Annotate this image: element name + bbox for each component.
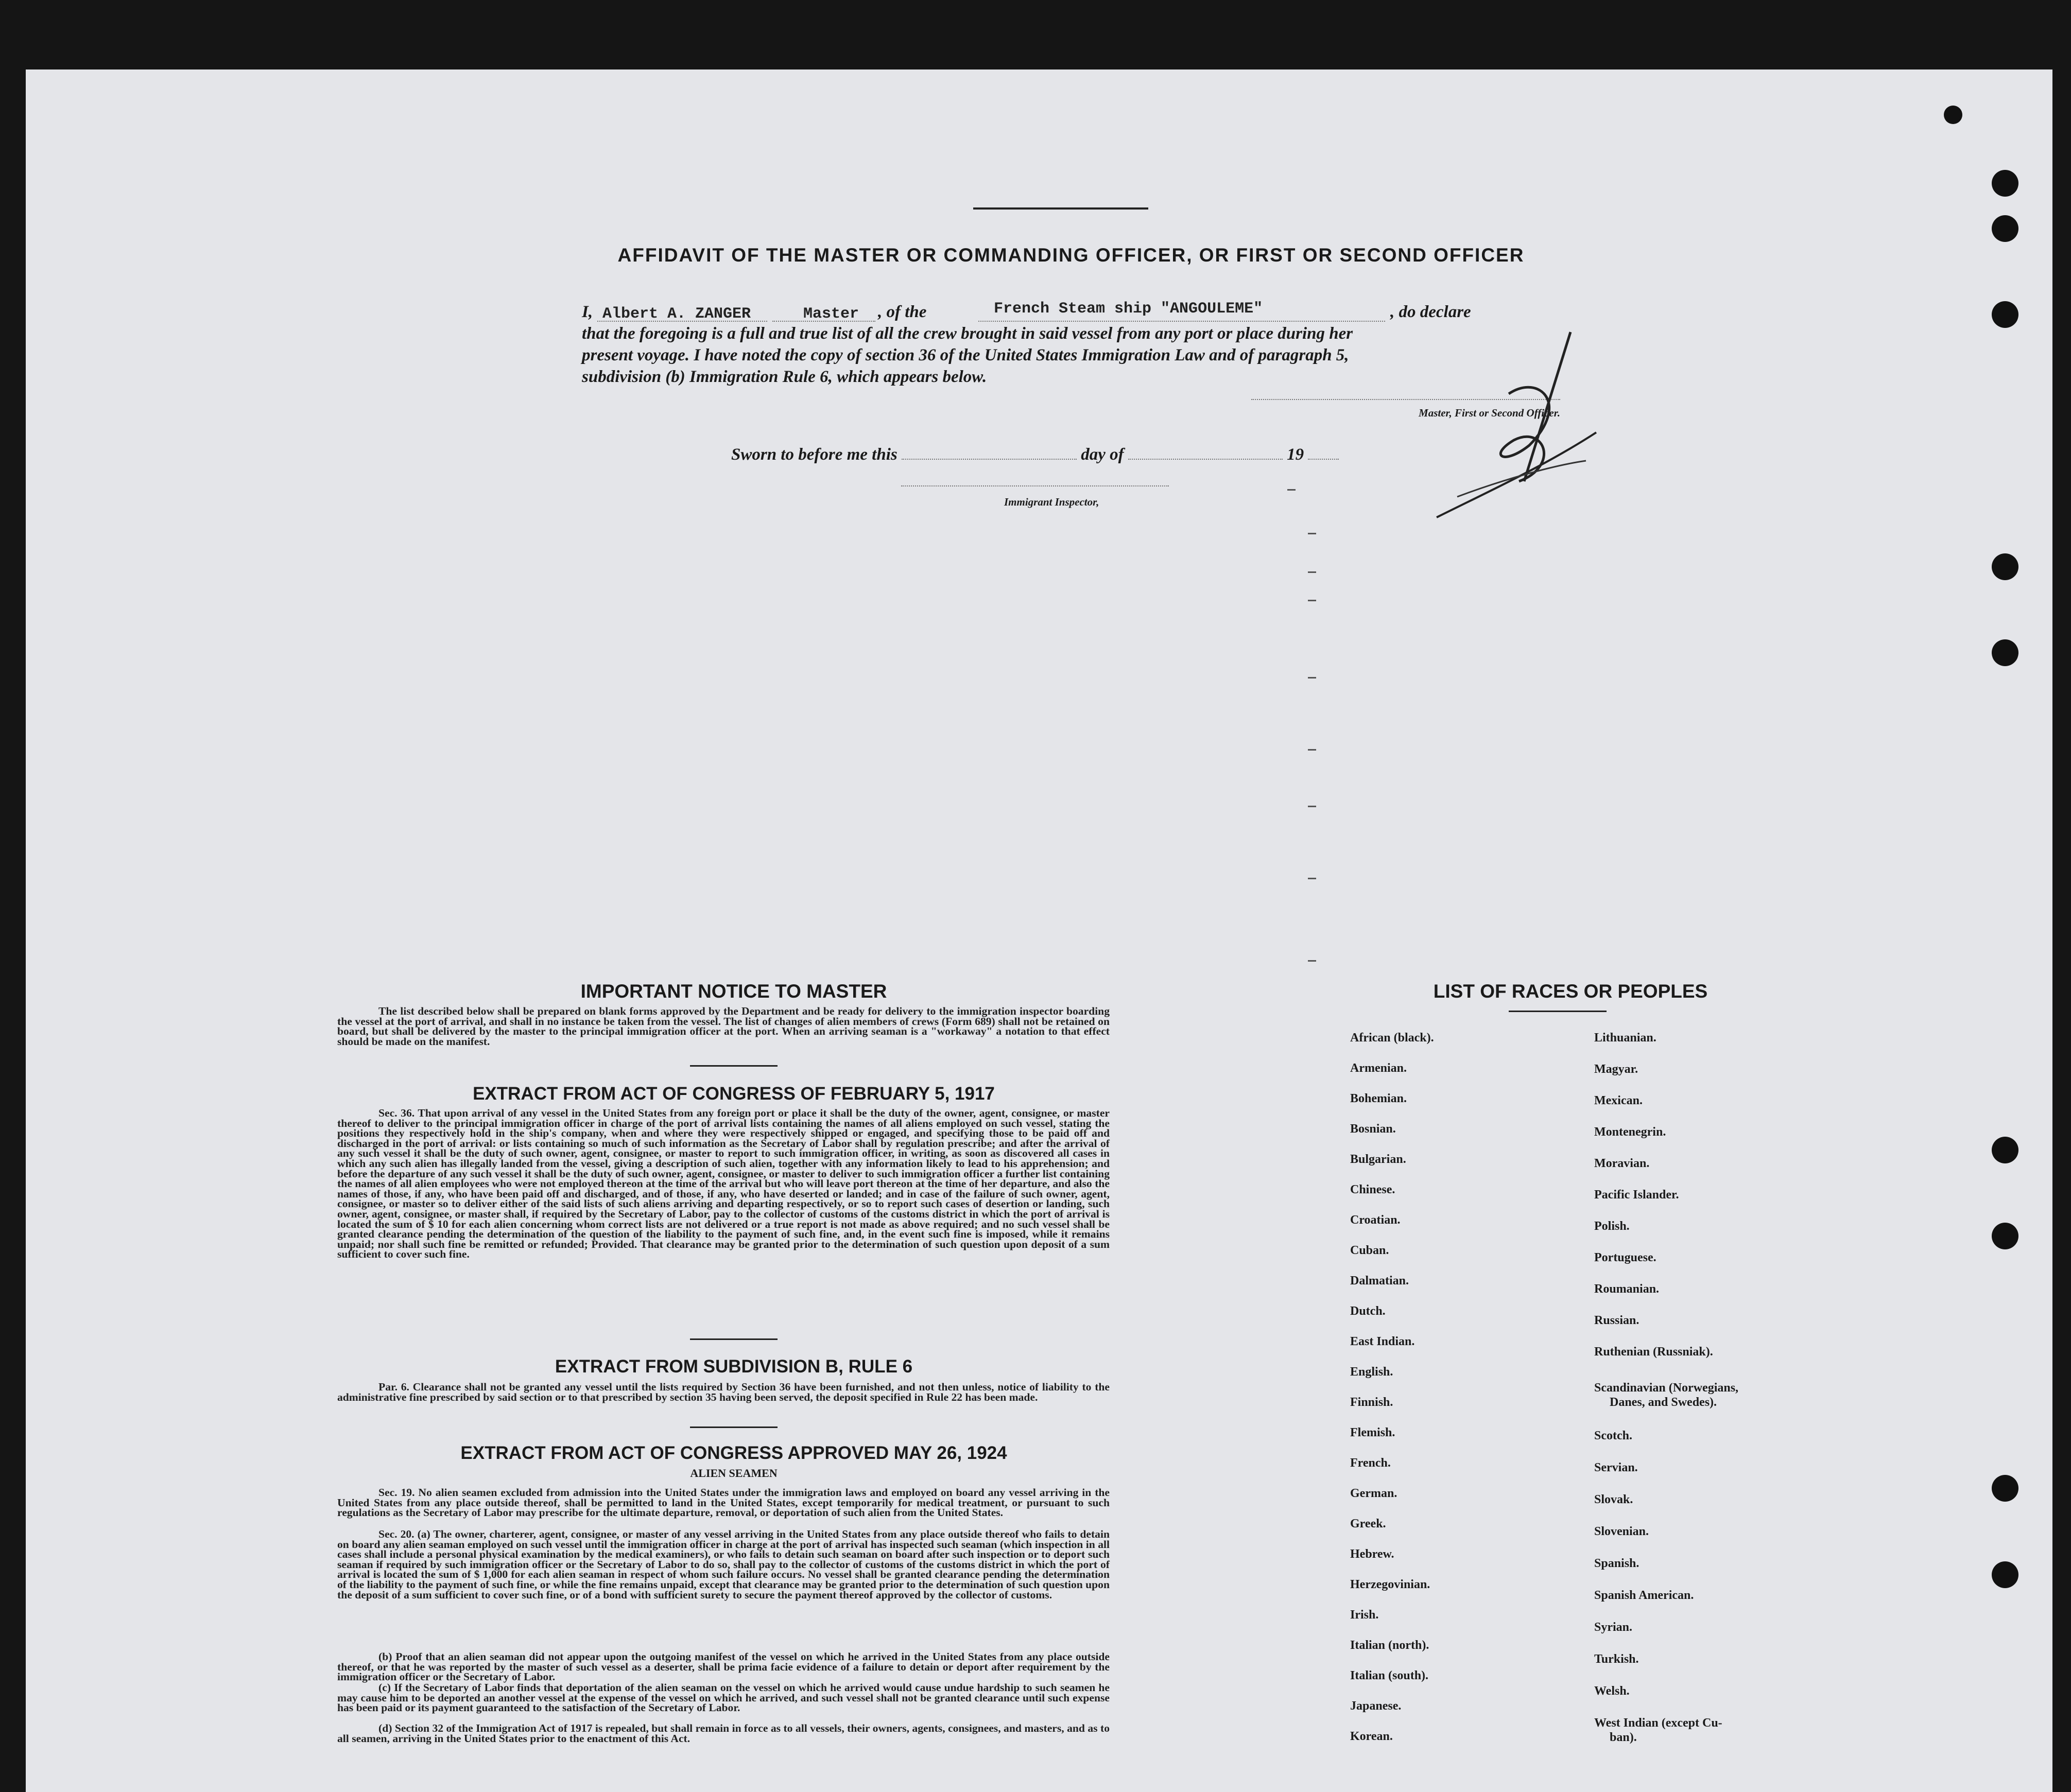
race-item: ban). (1610, 1731, 1637, 1744)
race-item: Slovak. (1594, 1493, 1633, 1506)
race-item: Greek. (1350, 1517, 1386, 1530)
race-item: Slovenian. (1594, 1525, 1649, 1538)
race-item: French. (1350, 1456, 1391, 1470)
race-item: Mexican. (1594, 1094, 1643, 1107)
signature-mark (1426, 311, 1601, 528)
extract-1924-heading: EXTRACT FROM ACT OF CONGRESS APPROVED MAY 26, 1924 (460, 1443, 1007, 1463)
race-item: Russian. (1594, 1314, 1639, 1327)
decl-line-2: that the foregoing is a full and true list of all the crew brought in said vessel from any port or place during her (582, 324, 1353, 343)
affidavit-title: AFFIDAVIT OF THE MASTER OR COMMANDING OFFICER, OR FIRST OR SECOND OFFICER (617, 245, 1525, 266)
master-name-field: Albert A. ZANGER (602, 305, 751, 323)
sec-20c-text: (c) If the Secretary of Labor finds that deportation of the alien seaman on the vessel on which he arrived would cause undue hardship to such seamen he may cause him to be deported an another vessel at the expense of the vessel on which he arrived, and such vessel shall not be granted clearance until such expense has been paid or its payment guaranteed to the satisfaction of the Secretary of Labor. (337, 1681, 1110, 1714)
sworn-prefix: Sworn to before me this (731, 445, 898, 464)
sec-20b-text: (b) Proof that an alien seaman did not appear upon the outgoing manifest of the vessel on which he arrived in the United States from any place outside thereof, or that he was reported by the master of such vessel as a deserter, shall be prima facie evidence of a failure to detain or deport after requirement by the immigration officer or the Secretary of Labor. (337, 1650, 1110, 1683)
extract-rule6-heading: EXTRACT FROM SUBDIVISION B, RULE 6 (555, 1356, 913, 1377)
decl-of: , of the (878, 303, 927, 321)
race-item: Cuban. (1350, 1244, 1389, 1257)
race-item: Japanese. (1350, 1699, 1402, 1713)
race-item: Portuguese. (1594, 1251, 1656, 1264)
punch-hole (1992, 170, 2018, 197)
race-item: Lithuanian. (1594, 1031, 1656, 1045)
race-item: Italian (north). (1350, 1639, 1429, 1652)
race-item: West Indian (except Cu- (1594, 1716, 1722, 1730)
race-item: Pacific Islander. (1594, 1188, 1679, 1202)
race-item: Armenian. (1350, 1062, 1407, 1075)
affidavit-declaration (582, 301, 1560, 388)
punch-hole (1992, 1223, 2018, 1249)
race-item: German. (1350, 1487, 1397, 1500)
punch-hole (1992, 1137, 2018, 1163)
sec-20a-text: Sec. 20. (a) The owner, charterer, agent, consignee, or master of any vessel arriving in the United States from any place outside thereof who fails to detain on board any alien seaman employed on such vessel until the immigration officer in charge at the port of arrival has inspected such seaman (which inspection in all cases shall include a personal physical examination by the medical examiners), or who fails to detain such seaman on board after such inspection or to deport such seaman if required by such immigration officer or the Secretary of Labor to do so, shall pay to the collector of customs of the customs district in which the port of arrival is located the sum of $ 1,000 for each alien seaman in respect of whom such failure occurs. No vessel shall be granted clearance pending the determination of the liability to the payment of such fine, or while the fine remains unpaid, except that clearance may be granted prior to the determination of such question upon the deposit of a sum sufficient to cover such fine, or of a bond with sufficient surety to secure the payment thereof approved by the collector of customs. (337, 1528, 1110, 1601)
notice-body: The list described below shall be prepared on blank forms approved by the Department and be ready for delivery to the immigration inspector boarding the vessel at the port of arrival, and shall in no instance be taken from the vessel. The list of changes of alien members of crews (Form 689) shall not be retained on board, but shall be delivered by the master to the principal immigration officer at the port. When an arriving seaman is a "workaway" a notation to that effect should be made on the manifest. (337, 1005, 1110, 1048)
race-item: Montenegrin. (1594, 1125, 1666, 1139)
race-item: Herzegovinian. (1350, 1578, 1430, 1591)
race-item: Spanish American. (1594, 1589, 1694, 1602)
race-item: East Indian. (1350, 1335, 1415, 1348)
race-item: Dutch. (1350, 1304, 1386, 1318)
race-item: Bulgarian. (1350, 1153, 1406, 1166)
decl-line-4: subdivision (b) Immigration Rule 6, which appears below. (582, 368, 987, 386)
sworn-year: 19 (1287, 445, 1304, 464)
punch-hole (1992, 215, 2018, 242)
extract-1917-body: Sec. 36. That upon arrival of any vessel in the United States from any foreign port or place it shall be the duty of the owner, agent, consignee, or master thereof to deliver to the principal immigration officer in charge of the port of arrival lists containing the names of all aliens employed on such vessel, stating the positions they respectively hold in the ship's company, when and where they were respectively shipped or engaged, and specifying those to be paid off and discharged in the port of arrival: or lists containing so much of such information as the Secretary of Labor shall by regulation prescribe; and after the arrival of any such vessel it shall be the duty of such owner, agent, consignee, or master to report to such immigration officer, in writing, as soon as discovered all cases in which any such alien has illegally landed from the vessel, giving a description of such alien, together with any information likely to lead to his apprehension; and before the departure of any such vessel it shall be the duty of such owner, agent, consignee, or master to deliver to such immigration officer a further list containing the names of all alien employees who were not employed thereon at the time of the arrival but who will leave port thereon at the time of her departure, and also the names of those, if any, who have been paid off and discharged, and of those, if any, who have deserted or landed; and in case of the failure of such owner, agent, consignee, or master so to deliver either of the said lists of such aliens arriving and departing respectively, or so to report such cases of desertion or landing, such owner, agent, consignee, or master shall, if required by the Secretary of Labor, pay to the collector of customs of the customs district in which the port of arrival is located the sum of $ 10 for each alien concerning whom correct lists are not delivered or a true report is not made as above required; and no such vessel shall be granted clearance pending the determination of the question of the liability to the payment of such fine, and, in the event such fine is imposed, while it remains unpaid; nor shall such fine be remitted or refunded; Provided. That clearance may be granted prior to the determination of such question upon deposit of a sum sufficient to cover such fine. (337, 1107, 1110, 1261)
punch-hole (1992, 639, 2018, 666)
race-item: Flemish. (1350, 1426, 1395, 1439)
sworn-day: day of (1081, 445, 1124, 464)
decl-line-3: present voyage. I have noted the copy of section 36 of the United States Immigration Law and of paragraph 5, (582, 346, 1349, 364)
punch-hole (1992, 301, 2018, 328)
extract-rule6-body: Par. 6. Clearance shall not be granted any vessel until the lists required by Section 36 have been furnished, and not then unless, notice of liability to the administrative fine prescribed by said section or to that prescribed by section 35 having been served, the deposit specified in Rule 22 has been made. (337, 1381, 1110, 1403)
extract-1917-heading: EXTRACT FROM ACT OF CONGRESS OF FEBRUARY 5, 1917 (473, 1084, 995, 1104)
inspector-label: Immigrant Inspector, (1004, 496, 1099, 508)
race-item: African (black). (1350, 1031, 1434, 1045)
race-item: Italian (south). (1350, 1669, 1429, 1682)
punch-hole (1992, 1561, 2018, 1588)
sec-19-text: Sec. 19. No alien seamen excluded from admission into the United States under the immigration laws and employed on board any vessel arriving in the United States from any place outside thereof, shall be permitted to land in the United States, except temporarily for medical treatment, or pursuant to such regulations as the Secretary of Labor may prescribe for the ultimate departure, removal, or deportation of such alien from the United States. (337, 1486, 1110, 1519)
race-item: Irish. (1350, 1608, 1379, 1622)
race-item: Bohemian. (1350, 1092, 1407, 1105)
sec-20d-text: (d) Section 32 of the Immigration Act of 1917 is repealed, but shall remain in force as to all vessels, their owners, agents, consignees, and masters, and as to all seamen, arriving in the United States prior to the enactment of this Act. (337, 1722, 1110, 1745)
race-item: Servian. (1594, 1461, 1638, 1474)
race-item: Syrian. (1594, 1621, 1633, 1634)
ink-spot (1944, 106, 1962, 124)
race-item: Welsh. (1594, 1684, 1630, 1698)
race-item: Bosnian. (1350, 1122, 1396, 1136)
notice-heading: IMPORTANT NOTICE TO MASTER (580, 981, 887, 1002)
race-item: Dalmatian. (1350, 1274, 1409, 1288)
decl-suffix: , do declare (1390, 303, 1471, 321)
title-divider (973, 207, 1148, 210)
race-item: Croatian. (1350, 1213, 1401, 1227)
race-item: Chinese. (1350, 1183, 1395, 1196)
races-heading: LIST OF RACES OR PEOPLES (1433, 981, 1708, 1002)
sworn-line (731, 445, 1339, 464)
extract-1924-subheading: ALIEN SEAMEN (690, 1467, 778, 1480)
race-item: Hebrew. (1350, 1547, 1394, 1561)
punch-hole (1992, 1475, 2018, 1502)
race-item: Roumanian. (1594, 1282, 1660, 1296)
punch-hole (1992, 553, 2018, 580)
race-item: Turkish. (1594, 1652, 1639, 1666)
race-item: Danes, and Swedes). (1610, 1396, 1717, 1409)
race-item: Scotch. (1594, 1429, 1632, 1442)
race-item: English. (1350, 1365, 1393, 1379)
race-item: Magyar. (1594, 1063, 1638, 1076)
race-item: Scandinavian (Norwegians, (1594, 1381, 1739, 1395)
race-item: Korean. (1350, 1730, 1393, 1743)
race-item: Moravian. (1594, 1157, 1650, 1170)
decl-prefix: I, (582, 303, 593, 321)
rank-field: Master (803, 305, 859, 323)
race-item: Ruthenian (Russniak). (1594, 1345, 1713, 1359)
race-item: Polish. (1594, 1220, 1630, 1233)
signature-label: Master, First or Second Officer. (1419, 407, 1560, 419)
race-item: Spanish. (1594, 1557, 1639, 1570)
document-sheet (26, 69, 2052, 1792)
race-item: Finnish. (1350, 1396, 1393, 1409)
vessel-name-field: French Steam ship "ANGOULEME" (994, 300, 1263, 318)
